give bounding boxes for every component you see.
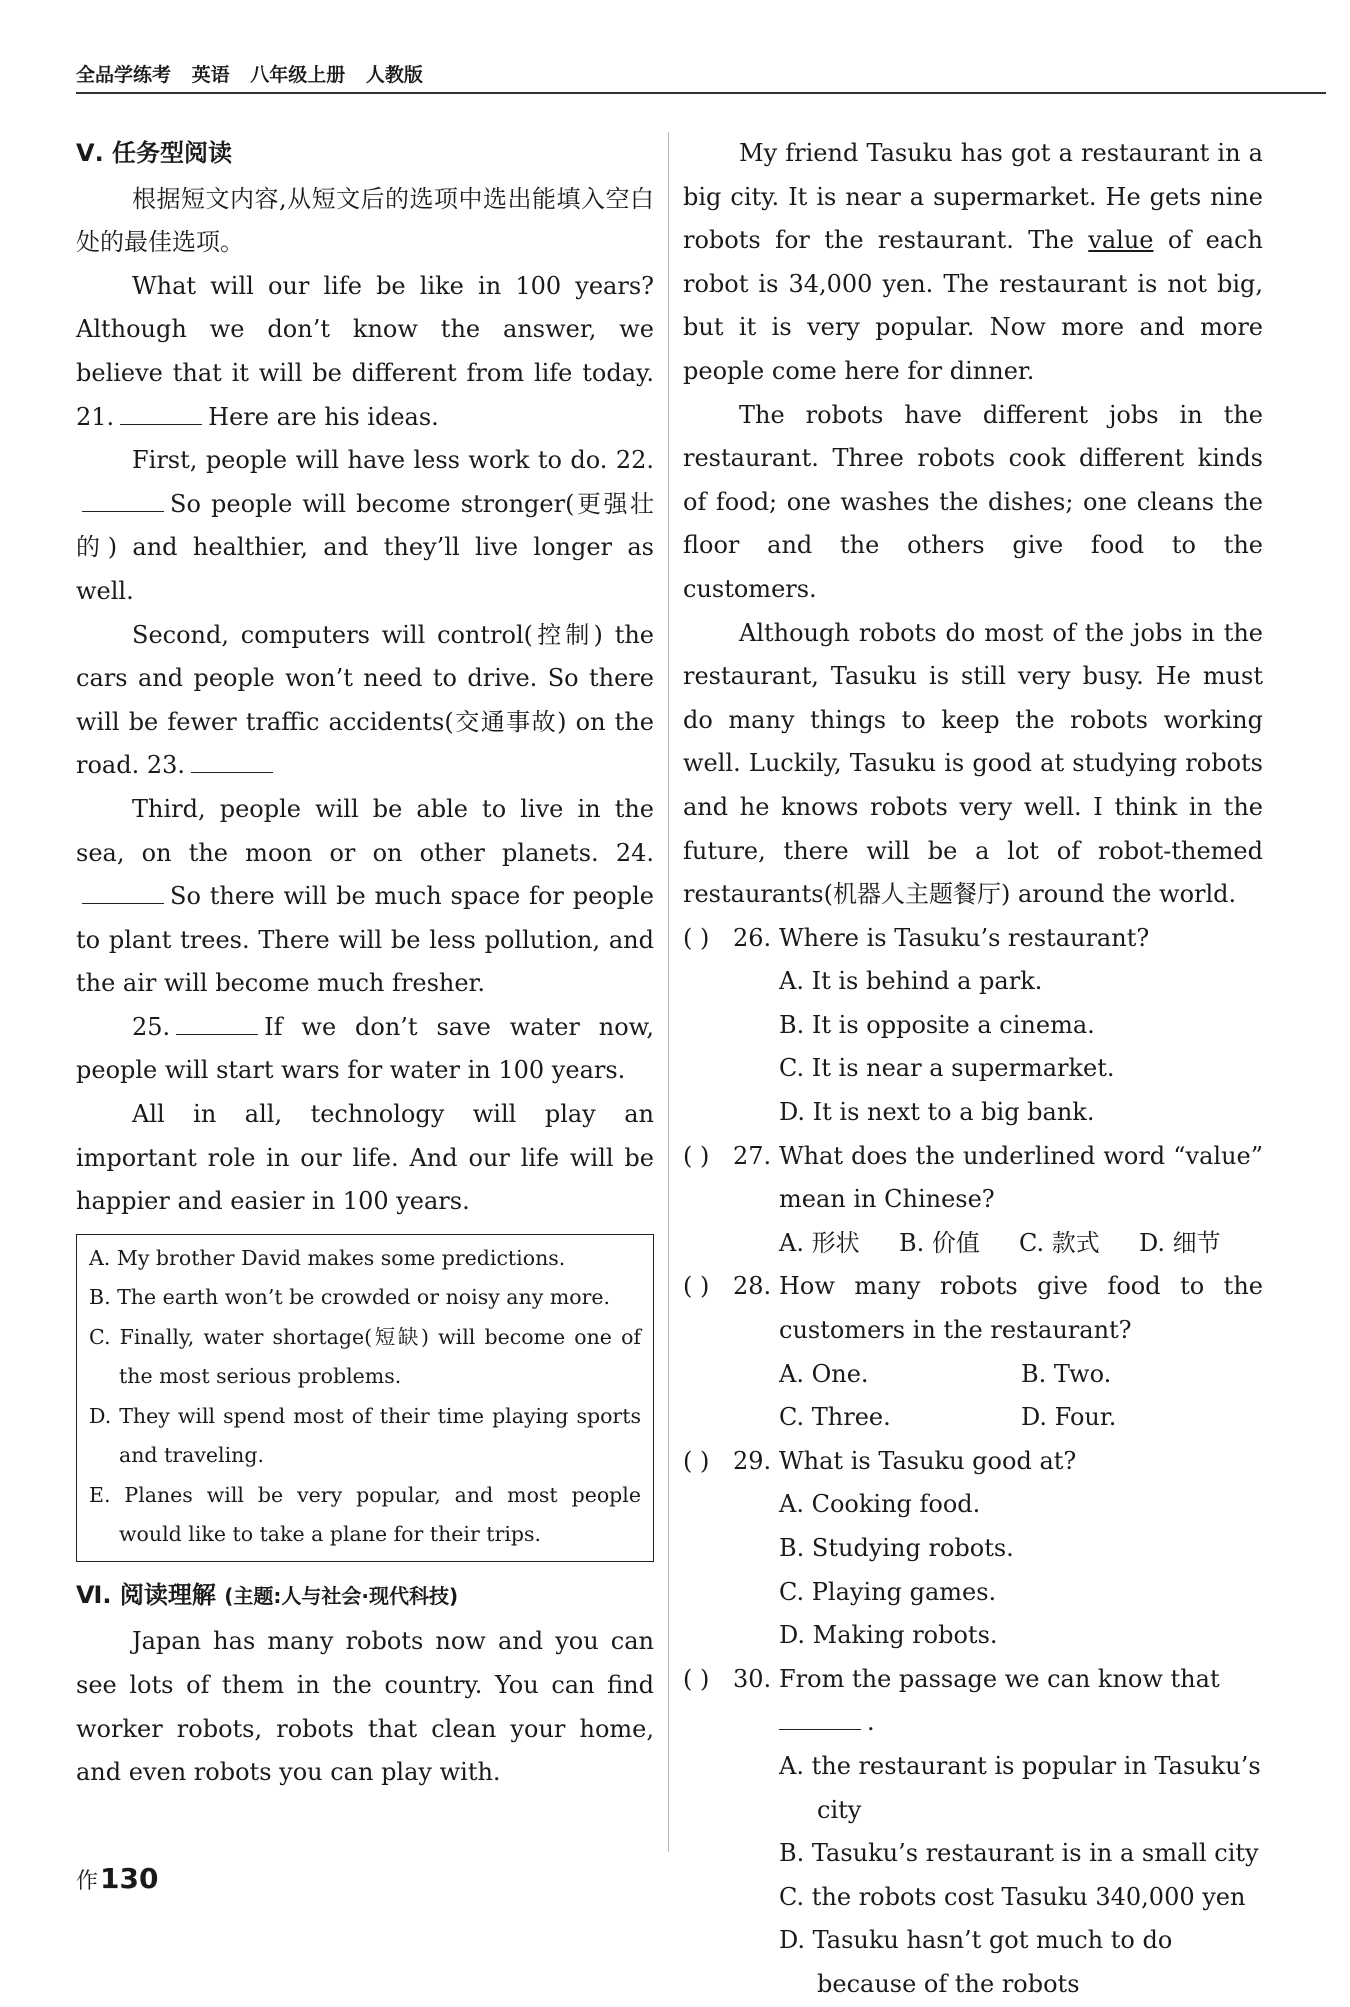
question-28: [683, 1265, 1263, 1352]
left-column: [76, 132, 654, 1795]
answer-paren[interactable]: ( ): [683, 923, 710, 952]
passage-paragraph: All in all, technology will play an important role in our life. And our life will be happier and easier in 100 years.: [76, 1100, 654, 1216]
question-number: 30.: [733, 1664, 772, 1693]
question-27: [683, 1135, 1263, 1222]
question-number: 27.: [733, 1141, 772, 1170]
choice[interactable]: B. Studying robots.: [779, 1534, 1014, 1562]
choice[interactable]: C. It is near a supermarket.: [779, 1054, 1115, 1083]
header-rule: [76, 92, 1326, 94]
choice[interactable]: B. Two.: [1021, 1359, 1112, 1388]
passage-paragraph: 25. If we don’t save water now, people will start wars for water in 100 years.: [76, 1006, 654, 1093]
question-29: [683, 1440, 1263, 1484]
answer-blank[interactable]: [82, 487, 164, 512]
choice-row: [683, 1222, 1263, 1266]
option-item: D. They will spend most of their time playing sports and traveling.: [89, 1403, 641, 1468]
choice[interactable]: D. Making robots.: [779, 1621, 998, 1650]
section-6-title: Ⅵ. 阅读理解 (主题:人与社会·现代科技): [76, 1580, 459, 1609]
answer-paren[interactable]: ( ): [683, 1664, 710, 1693]
question-26: [683, 917, 1263, 961]
answer-paren[interactable]: ( ): [683, 1446, 710, 1475]
choice[interactable]: A. 形状: [779, 1228, 860, 1257]
column-divider: [668, 132, 669, 1852]
choice-row: [683, 1396, 1263, 1440]
underlined-word: value: [1088, 226, 1154, 255]
choice[interactable]: D. It is next to a big bank.: [779, 1098, 1095, 1127]
page-header: [76, 60, 437, 87]
question-text: Where is Tasuku’s restaurant?: [779, 923, 1150, 952]
answer-blank[interactable]: [176, 1010, 258, 1035]
choice[interactable]: C. 款式: [1019, 1228, 1100, 1257]
answer-paren[interactable]: ( ): [683, 1141, 710, 1170]
section-6-theme: (主题:人与社会·现代科技): [224, 1583, 459, 1608]
passage-paragraph: Second, computers will control(控制) the cars and people won’t need to drive. So there will be fewer traffic accidents(交通事故) on the road. 23.: [76, 620, 654, 780]
passage-paragraph: Third, people will be able to live in the sea, on the moon or on other planets. 24.So there will be much space for people to plant trees. There will be less pollution, and the air will become much fresher.: [76, 794, 654, 998]
question-30: [683, 1658, 1263, 1745]
choice[interactable]: A. the restaurant is popular in Tasuku’s city: [779, 1751, 1261, 1824]
grade: 八年级上册: [250, 64, 346, 86]
page-prefix: 作: [76, 1869, 99, 1894]
question-number: 25.: [132, 1012, 171, 1041]
passage-paragraph: The robots have different jobs in the restaurant. Three robots cook different kinds of food; one washes the dishes; one cleans the floor and the others give food to the customers.: [683, 400, 1263, 603]
choice[interactable]: D. Four.: [1021, 1403, 1117, 1432]
question-number: 28.: [733, 1272, 772, 1301]
question-text: How many robots give food to the customers in the restaurant?: [779, 1272, 1263, 1345]
choice[interactable]: A. It is behind a park.: [779, 967, 1043, 996]
page-number: 作130: [76, 1862, 159, 1895]
answer-blank[interactable]: [779, 1705, 861, 1730]
answer-blank[interactable]: [120, 400, 202, 425]
question-text: From the passage we can know that .: [779, 1664, 1220, 1737]
subject: 英语: [191, 64, 230, 86]
right-column: [683, 132, 1263, 2007]
section-5-instruction: 根据短文内容,从短文后的选项中选出能填入空白处的最佳选项。: [76, 184, 654, 257]
answer-paren[interactable]: ( ): [683, 1272, 710, 1301]
question-text: What is Tasuku good at?: [779, 1446, 1077, 1475]
answer-blank[interactable]: [191, 748, 273, 773]
choice-row: [683, 1353, 1263, 1397]
choice[interactable]: C. Three.: [779, 1403, 891, 1432]
choice[interactable]: B. 价值: [899, 1228, 980, 1257]
question-text: What does the underlined word “value” mean in Chinese?: [779, 1141, 1263, 1214]
choice[interactable]: C. Playing games.: [779, 1577, 997, 1606]
choice[interactable]: C. the robots cost Tasuku 340,000 yen: [779, 1882, 1246, 1911]
question-number: 24.: [615, 838, 654, 867]
option-item: E. Planes will be very popular, and most people would like to take a plane for their trips.: [89, 1482, 641, 1547]
choice[interactable]: B. It is opposite a cinema.: [779, 1010, 1095, 1039]
answer-blank[interactable]: [82, 879, 164, 904]
choice[interactable]: D. Tasuku hasn’t got much to do because of the robots: [779, 1926, 1173, 1998]
question-number: 22.: [615, 446, 654, 475]
passage-paragraph: Although robots do most of the jobs in the restaurant, Tasuku is still very busy. He must do many things to keep the robots working well. Luckily, Tasuku is good at studying robots and he knows robots very well. I think in the future, there will be a lot of robot-themed restaurants(机器人主题餐厅) around the world.: [683, 618, 1263, 909]
option-item: C. Finally, water shortage(短缺) will become one of the most serious problems.: [89, 1324, 641, 1389]
choice[interactable]: A. Cooking food.: [779, 1490, 981, 1519]
question-number: 29.: [733, 1446, 772, 1475]
edition: 人教版: [365, 64, 423, 86]
passage-paragraph: What will our life be like in 100 years? Although we don’t know the answer, we believe that it will be different from life today. 21. Here are his ideas.: [76, 271, 654, 431]
choice[interactable]: D. 细节: [1139, 1228, 1221, 1257]
section-5-title: Ⅴ. 任务型阅读: [76, 139, 233, 167]
question-number: 21.: [76, 402, 115, 431]
question-number: 26.: [733, 923, 772, 952]
option-item: A. My brother David makes some predictions.: [89, 1245, 566, 1270]
option-item: B. The earth won’t be crowded or noisy any more.: [89, 1285, 611, 1310]
question-number: 23.: [146, 751, 186, 780]
passage-paragraph: Japan has many robots now and you can see lots of them in the country. You can find worker robots, robots that clean your home, and even robots you can play with.: [76, 1627, 654, 1787]
options-box: [76, 1234, 654, 1562]
book-title: 全品学练考: [76, 64, 172, 86]
passage-paragraph: First, people will have less work to do. 22.So people will become stronger(更强壮的) and healthier, and they’ll live longer as well.: [76, 446, 654, 605]
choice[interactable]: A. One.: [779, 1359, 869, 1388]
passage-paragraph: My friend Tasuku has got a restaurant in a big city. It is near a supermarket. He gets nine robots for the restaurant. The value of each robot is 34,000 yen. The restaurant is not big, but it is very popular. Now more and more people come here for dinner.: [683, 139, 1264, 385]
choice[interactable]: B. Tasuku’s restaurant is in a small city: [779, 1839, 1259, 1868]
